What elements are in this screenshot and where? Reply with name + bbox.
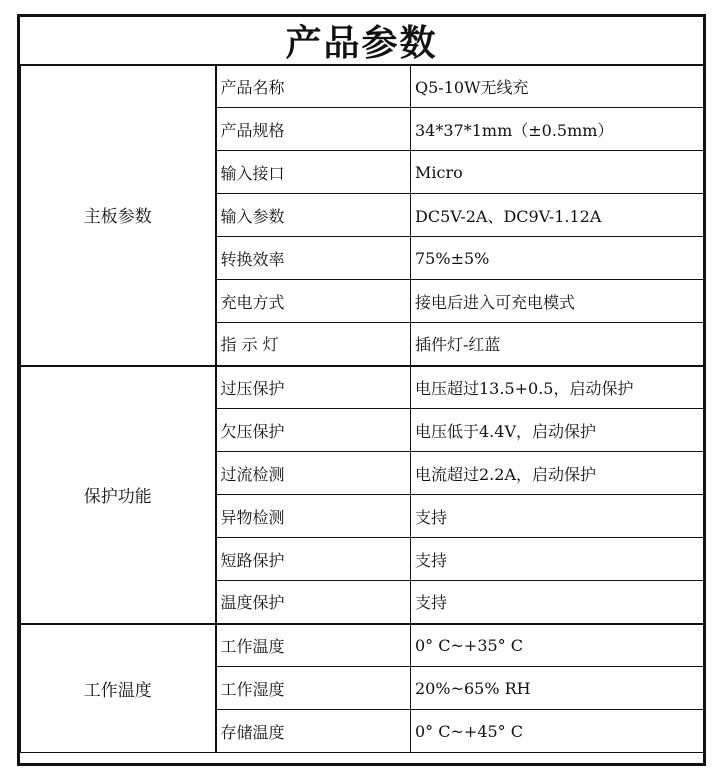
section-name: 主板参数 — [21, 65, 216, 366]
param-name: 输入参数 — [216, 194, 411, 237]
param-name: 指 示 灯 — [216, 323, 411, 366]
param-name: 过流检测 — [216, 452, 411, 495]
table-row — [21, 65, 704, 108]
param-name: 异物检测 — [216, 495, 411, 538]
param-value: 电压超过13.5+0.5，启动保护 — [411, 366, 704, 409]
param-name: 工作温度 — [216, 624, 411, 667]
param-value: 支持 — [411, 581, 704, 624]
param-value: 支持 — [411, 495, 704, 538]
param-value: 电压低于4.4V，启动保护 — [411, 409, 704, 452]
param-value: DC5V-2A、DC9V-1.12A — [411, 194, 704, 237]
param-value: 电流超过2.2A，启动保护 — [411, 452, 704, 495]
param-name: 产品名称 — [216, 65, 411, 108]
param-value: 0° C~+45° C — [411, 710, 704, 753]
param-value: 34*37*1mm（±0.5mm） — [411, 108, 704, 151]
param-value: 接电后进入可充电模式 — [411, 280, 704, 323]
page-title: 产品参数 — [20, 17, 703, 66]
param-value: 0° C~+35° C — [411, 624, 704, 667]
param-name: 短路保护 — [216, 538, 411, 581]
param-name: 过压保护 — [216, 366, 411, 409]
table-row — [21, 624, 704, 667]
param-value: 支持 — [411, 538, 704, 581]
section-name: 保护功能 — [21, 366, 216, 624]
param-value: Micro — [411, 151, 704, 194]
param-name: 存储温度 — [216, 710, 411, 753]
section-name: 工作温度 — [21, 624, 216, 753]
param-name: 转换效率 — [216, 237, 411, 280]
param-value: 插件灯-红蓝 — [411, 323, 704, 366]
param-value: 75%±5% — [411, 237, 704, 280]
param-name: 充电方式 — [216, 280, 411, 323]
param-name: 温度保护 — [216, 581, 411, 624]
param-value: 20%~65% RH — [411, 667, 704, 710]
spec-sheet-frame — [17, 14, 706, 766]
param-value: Q5-10W无线充 — [411, 65, 704, 108]
table-row — [21, 366, 704, 409]
param-name: 输入接口 — [216, 151, 411, 194]
spec-table — [20, 64, 704, 753]
param-name: 产品规格 — [216, 108, 411, 151]
param-name: 工作湿度 — [216, 667, 411, 710]
param-name: 欠压保护 — [216, 409, 411, 452]
